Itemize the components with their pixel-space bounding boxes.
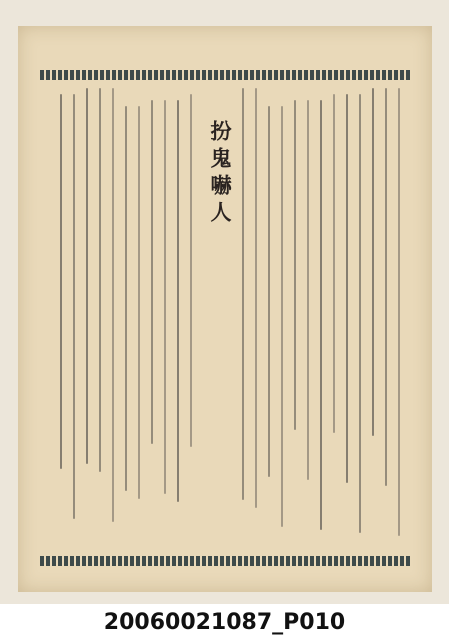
play-title: 扮鬼嚇人	[208, 120, 233, 228]
text-column-placeholder	[281, 106, 283, 527]
text-column-placeholder	[333, 94, 335, 433]
text-column-placeholder	[86, 88, 88, 464]
text-column-placeholder	[294, 100, 296, 430]
decorative-border-top	[40, 70, 412, 80]
text-column-placeholder	[268, 106, 270, 477]
text-column-placeholder	[359, 94, 361, 533]
text-column-placeholder	[164, 100, 166, 494]
text-column-placeholder	[242, 88, 244, 500]
text-column-placeholder	[398, 88, 400, 536]
decorative-border-bottom	[40, 556, 412, 566]
text-column-placeholder	[346, 94, 348, 483]
text-column-placeholder	[177, 100, 179, 502]
text-column-placeholder	[125, 106, 127, 491]
text-column-placeholder	[372, 88, 374, 436]
text-column-placeholder	[307, 100, 309, 480]
archive-caption: 20060021087_P010	[0, 604, 449, 640]
text-column-placeholder	[112, 88, 114, 522]
text-column-placeholder	[73, 94, 75, 519]
text-column-placeholder	[385, 88, 387, 486]
text-column-placeholder	[151, 100, 153, 444]
text-column-placeholder	[320, 100, 322, 530]
text-column-placeholder	[255, 88, 257, 508]
text-column-placeholder	[138, 106, 140, 499]
text-column-placeholder	[190, 94, 192, 447]
text-column-placeholder	[60, 94, 62, 469]
text-column-placeholder	[99, 88, 101, 472]
